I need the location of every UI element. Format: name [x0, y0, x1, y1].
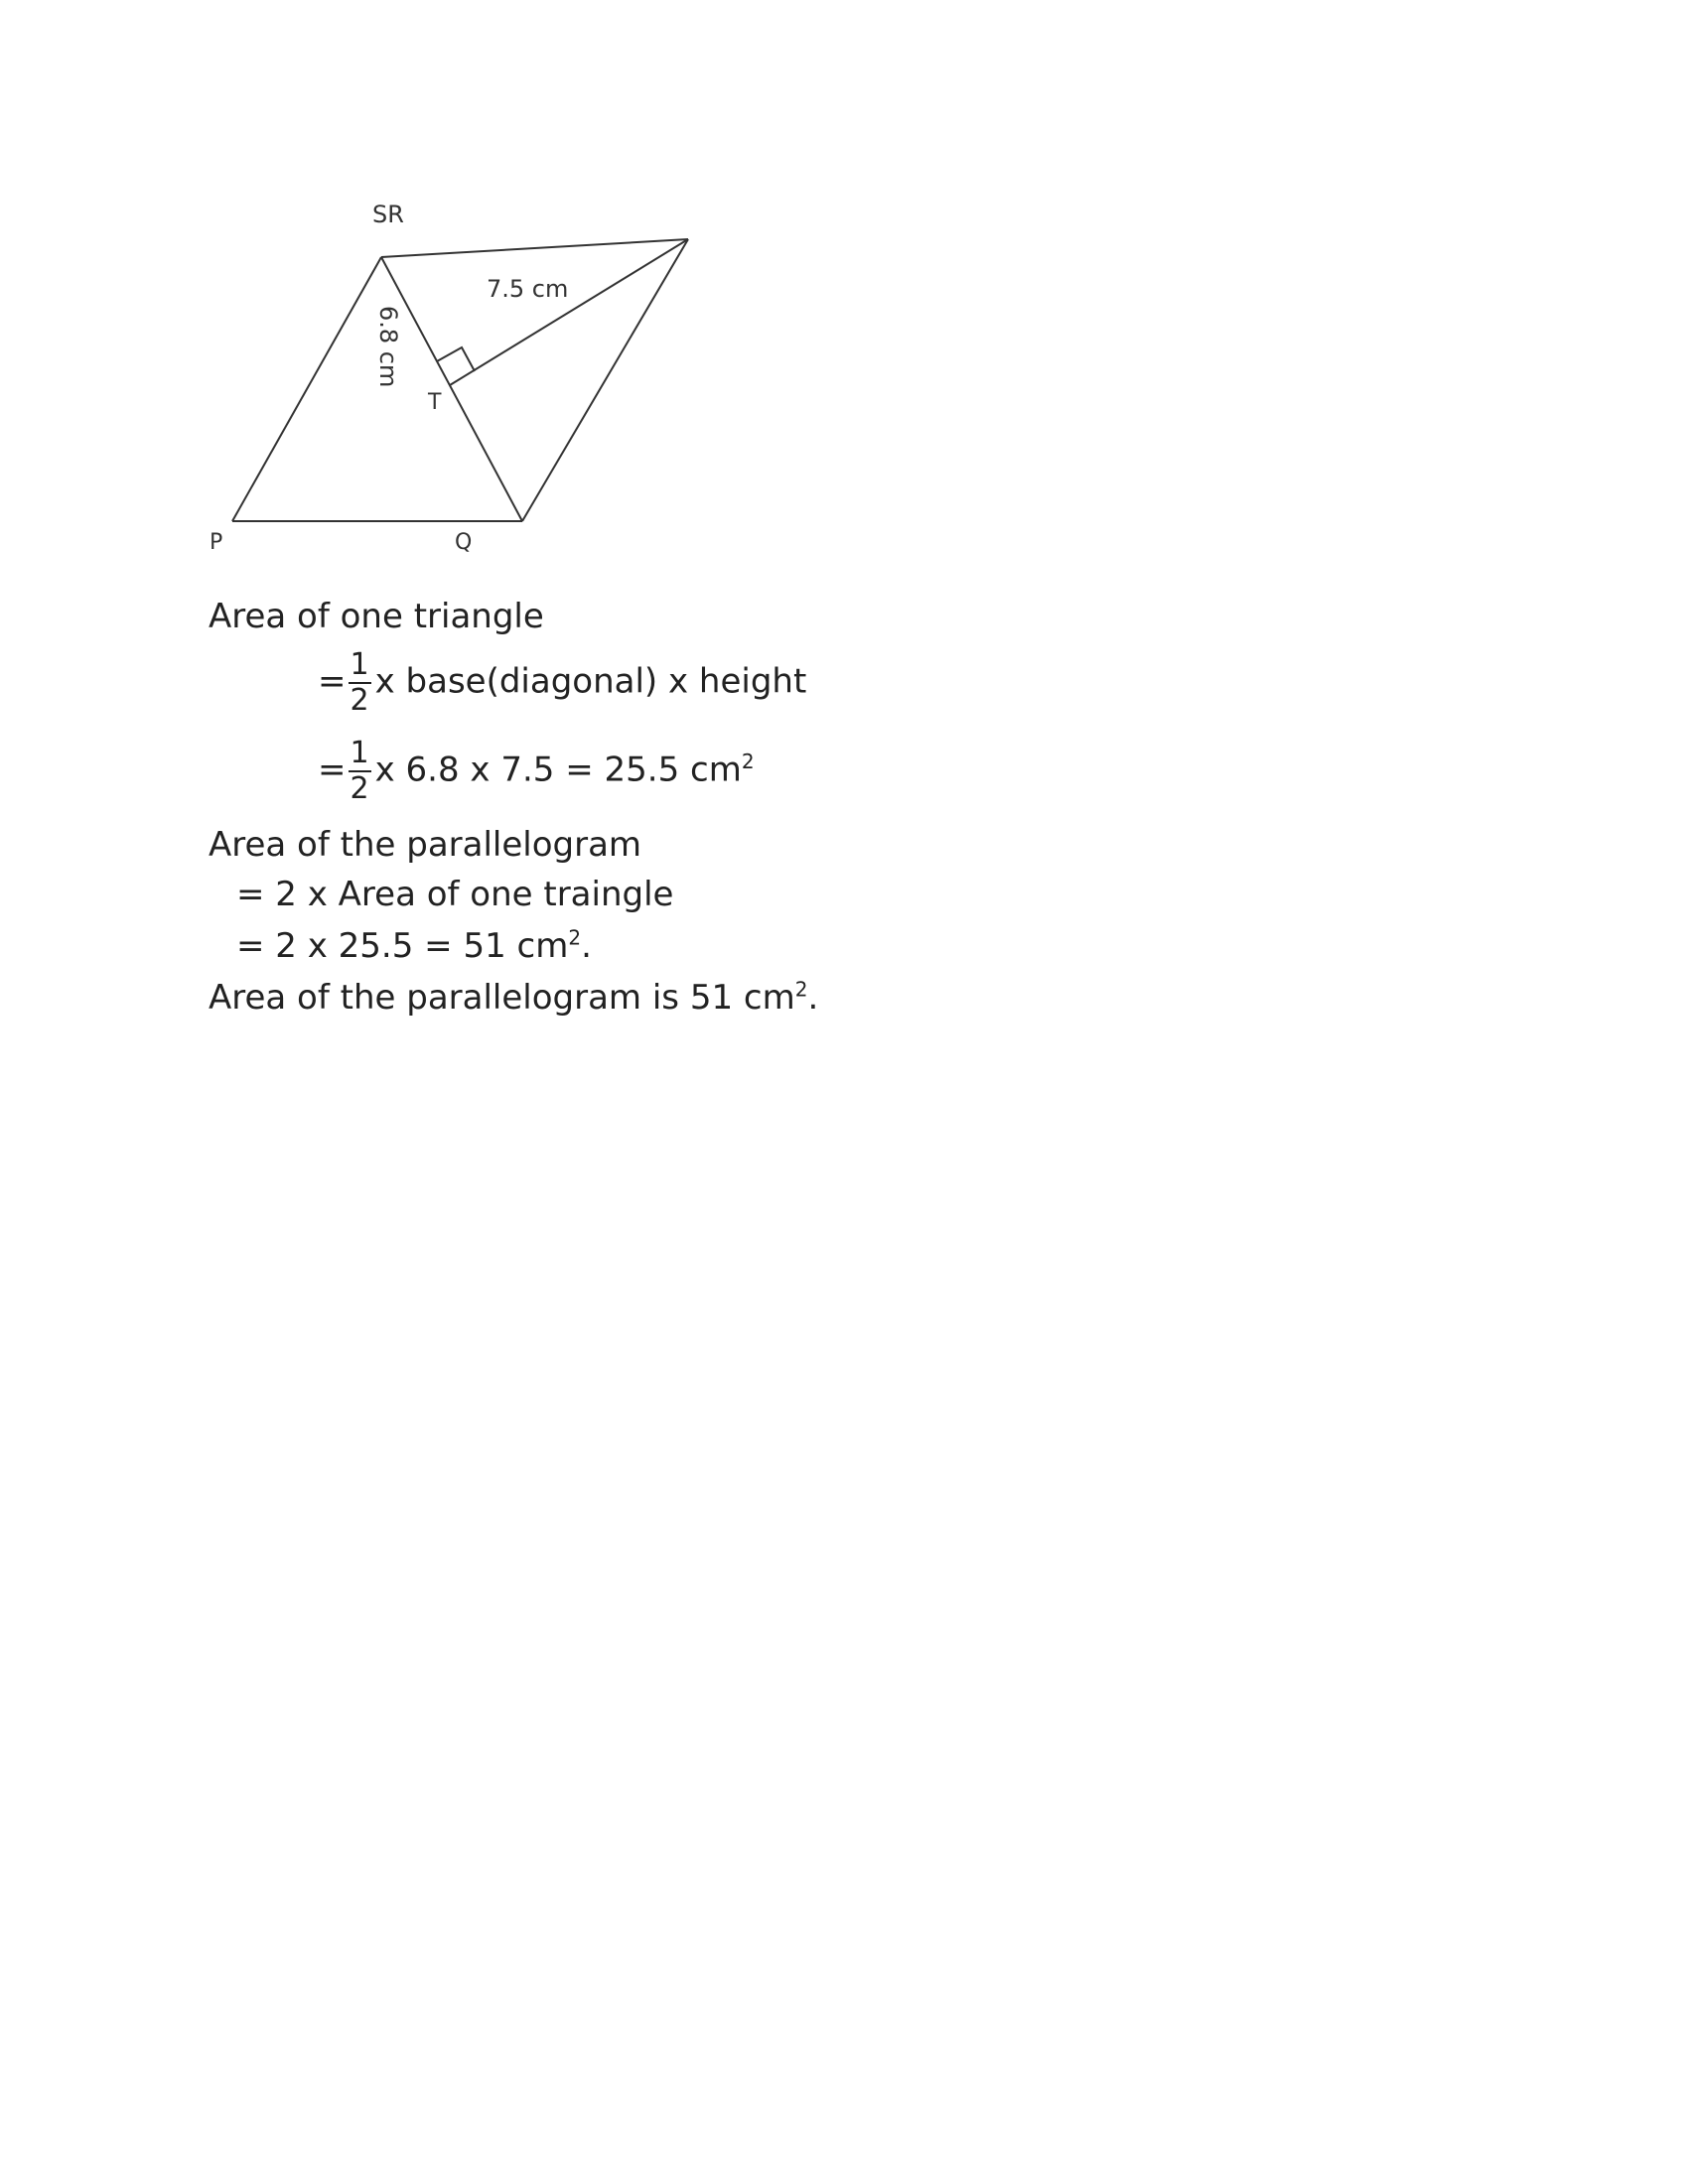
calc-text: x 6.8 x 7.5 = 25.5 cm — [374, 750, 742, 790]
conclusion-period: . — [807, 978, 819, 1018]
fraction-numerator: 1 — [350, 736, 369, 770]
right-angle-marker — [437, 347, 475, 371]
result-exponent: 2 — [568, 925, 582, 950]
formula-line — [318, 647, 807, 718]
fraction-half — [349, 647, 371, 718]
label-p: P — [210, 530, 223, 555]
result-period: . — [581, 926, 592, 966]
conclusion-line — [209, 977, 819, 1018]
fraction-denominator: 2 — [350, 771, 369, 806]
conclusion-text: Area of the parallelogram is 51 cm — [209, 978, 795, 1018]
conclusion-exponent: 2 — [794, 977, 808, 1002]
heading-area-triangle: Area of one triangle — [209, 597, 544, 636]
label-t: T — [428, 390, 442, 415]
side-sr — [381, 239, 688, 257]
fraction-half — [349, 736, 371, 806]
side-ps — [232, 257, 381, 521]
label-q: Q — [455, 530, 473, 555]
fraction-denominator: 2 — [350, 683, 369, 718]
label-height: 7.5 cm — [487, 275, 569, 303]
calc-exponent: 2 — [741, 750, 755, 774]
formula-text: x base(diagonal) x height — [374, 661, 807, 702]
heading-area-parallelogram: Area of the parallelogram — [209, 825, 642, 865]
label-diagonal: 6.8 cm — [374, 306, 402, 388]
formula-equals: = — [318, 661, 347, 702]
result-line — [236, 925, 592, 966]
result-text: = 2 x 25.5 = 51 cm — [236, 926, 569, 966]
fraction-numerator: 1 — [350, 647, 369, 682]
calculation-line — [318, 736, 755, 806]
height-rt — [450, 239, 688, 385]
label-sr: SR — [372, 201, 404, 228]
double-triangle-line: = 2 x Area of one traingle — [236, 875, 674, 914]
calc-equals: = — [318, 750, 347, 790]
